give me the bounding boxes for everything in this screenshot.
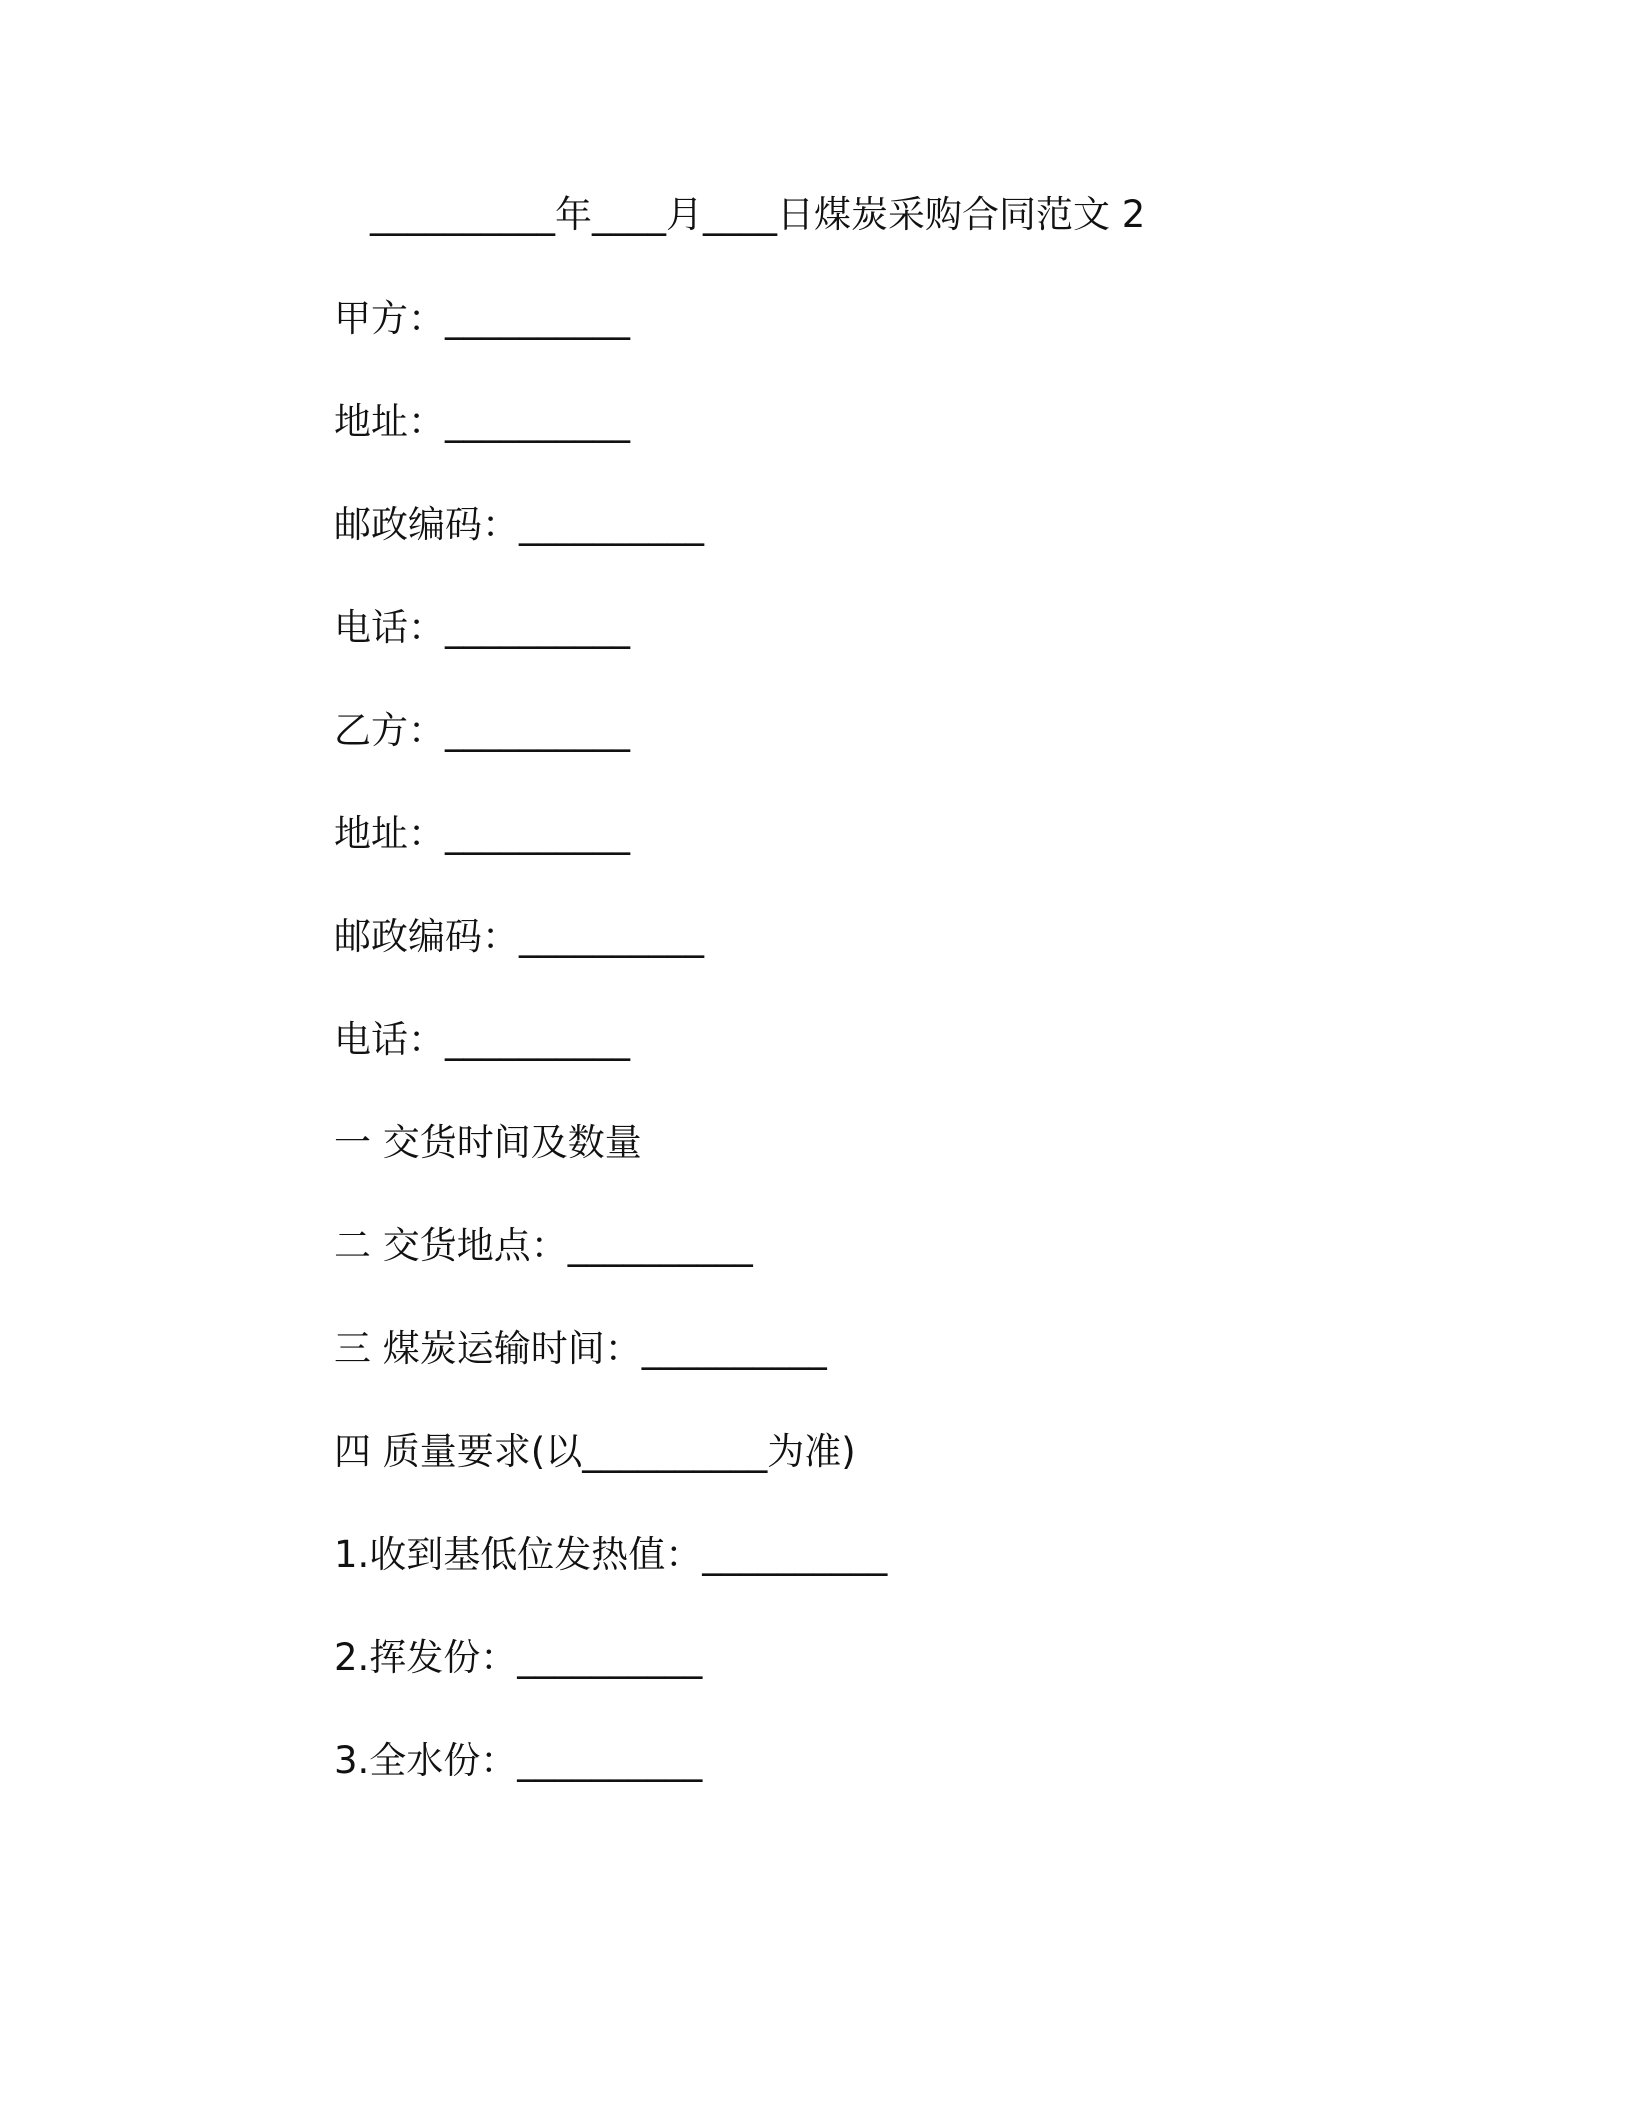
clause-3-transport-time: 三 煤炭运输时间：__________ bbox=[334, 1327, 827, 1370]
quality-item-total-moisture: 3.全水份：__________ bbox=[334, 1739, 703, 1782]
quality-item-calorific-value: 1.收到基低位发热值：__________ bbox=[334, 1533, 888, 1576]
quality-item-volatile-matter: 2.挥发份：__________ bbox=[334, 1636, 703, 1679]
clause-2-delivery-location: 二 交货地点：__________ bbox=[334, 1224, 753, 1267]
party-b-address-line: 地址：__________ bbox=[334, 812, 630, 855]
party-b-phone-line: 电话：__________ bbox=[334, 1018, 630, 1061]
party-b-postcode-line: 邮政编码：__________ bbox=[334, 915, 704, 958]
party-a-postcode-line: 邮政编码：__________ bbox=[334, 503, 704, 546]
party-a-name-line: 甲方：__________ bbox=[334, 297, 630, 340]
clause-4-quality-requirements: 四 质量要求(以__________为准) bbox=[334, 1430, 856, 1473]
party-b-name-line: 乙方：__________ bbox=[334, 709, 630, 752]
party-a-phone-line: 电话：__________ bbox=[334, 606, 630, 649]
party-a-address-line: 地址：__________ bbox=[334, 400, 630, 443]
contract-title: __________年____月____日煤炭采购合同范文 2 bbox=[370, 193, 1146, 236]
clause-1-delivery-time-quantity: 一 交货时间及数量 bbox=[334, 1121, 642, 1164]
